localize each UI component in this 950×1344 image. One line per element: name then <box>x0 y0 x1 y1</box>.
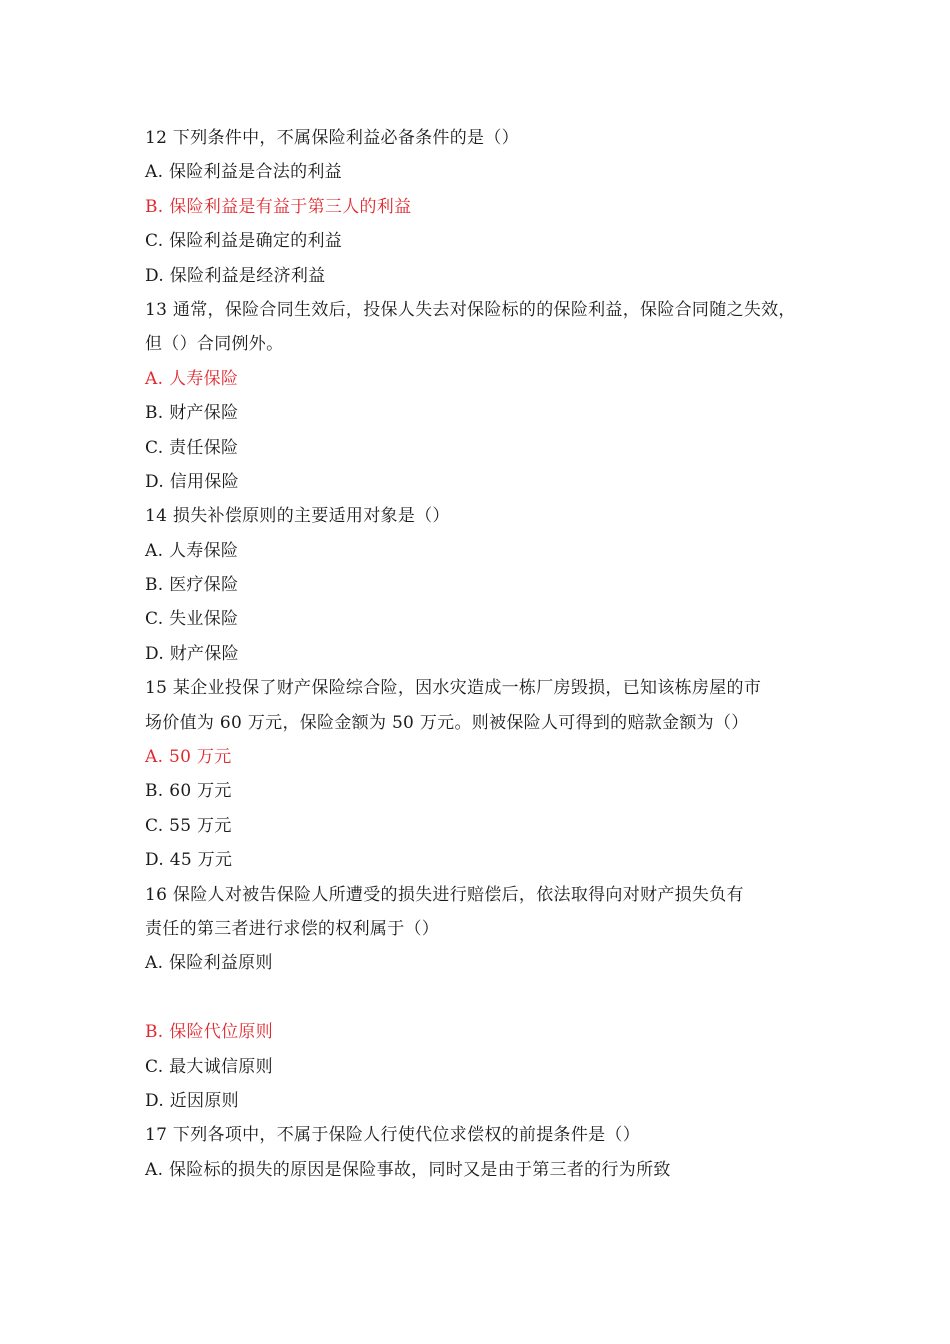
question-16-stem-line-2: 责任的第三者进行求偿的权利属于（） <box>145 918 440 939</box>
question-14-stem: 14 损失补偿原则的主要适用对象是（） <box>145 506 450 527</box>
question-15-stem-line-1: 15 某企业投保了财产保险综合险，因水灾造成一栋厂房毁损，已知该栋房屋的市 <box>145 678 762 699</box>
question-13-option-d: D. 信用保险 <box>145 471 239 492</box>
question-13-stem-line-2: 但（）合同例外。 <box>145 334 284 355</box>
question-15-option-a-correct: A. 50 万元 <box>145 747 232 768</box>
question-17-option-a: A. 保险标的损失的原因是保险事故，同时又是由于第三者的行为所致 <box>145 1159 671 1180</box>
question-15-option-b: B. 60 万元 <box>145 781 232 802</box>
question-15-option-c: C. 55 万元 <box>145 815 232 836</box>
question-16-option-c: C. 最大诚信原则 <box>145 1056 273 1077</box>
question-14-option-c: C. 失业保险 <box>145 609 239 630</box>
question-15-option-d: D. 45 万元 <box>145 850 233 871</box>
question-12-option-c: C. 保险利益是确定的利益 <box>145 231 343 252</box>
question-12-stem: 12 下列条件中，不属保险利益必备条件的是（） <box>145 128 519 148</box>
question-17-stem: 17 下列各项中，不属于保险人行使代位求偿权的前提条件是（） <box>145 1125 641 1146</box>
question-13-option-a-correct: A. 人寿保险 <box>145 368 239 389</box>
question-12-option-b-correct: B. 保险利益是有益于第三人的利益 <box>145 196 412 217</box>
question-16-option-b-correct: B. 保险代位原则 <box>145 1022 273 1043</box>
question-13-option-c: C. 责任保险 <box>145 437 239 458</box>
question-13-option-b: B. 财产保险 <box>145 403 239 424</box>
question-16-stem-line-1: 16 保险人对被告保险人所遭受的损失进行赔偿后，依法取得向对财产损失负有 <box>145 884 744 905</box>
question-12-option-a: A. 保险利益是合法的利益 <box>145 162 342 183</box>
question-14-option-b: B. 医疗保险 <box>145 575 239 596</box>
question-14-option-a: A. 人寿保险 <box>145 540 239 561</box>
question-15-stem-line-2: 场价值为 60 万元，保险金额为 50 万元。则被保险人可得到的赔款金额为（） <box>145 712 749 733</box>
question-13-stem-line-1: 13 通常，保险合同生效后，投保人失去对保险标的的保险利益，保险合同随之失效， <box>145 299 796 320</box>
question-list <box>145 121 815 1187</box>
question-16-option-a: A. 保险利益原则 <box>145 953 273 974</box>
question-16-option-d: D. 近因原则 <box>145 1090 239 1111</box>
blank-line-spacer <box>145 981 815 1015</box>
question-12-option-d: D. 保险利益是经济利益 <box>145 265 326 286</box>
question-14-option-d: D. 财产保险 <box>145 643 239 664</box>
